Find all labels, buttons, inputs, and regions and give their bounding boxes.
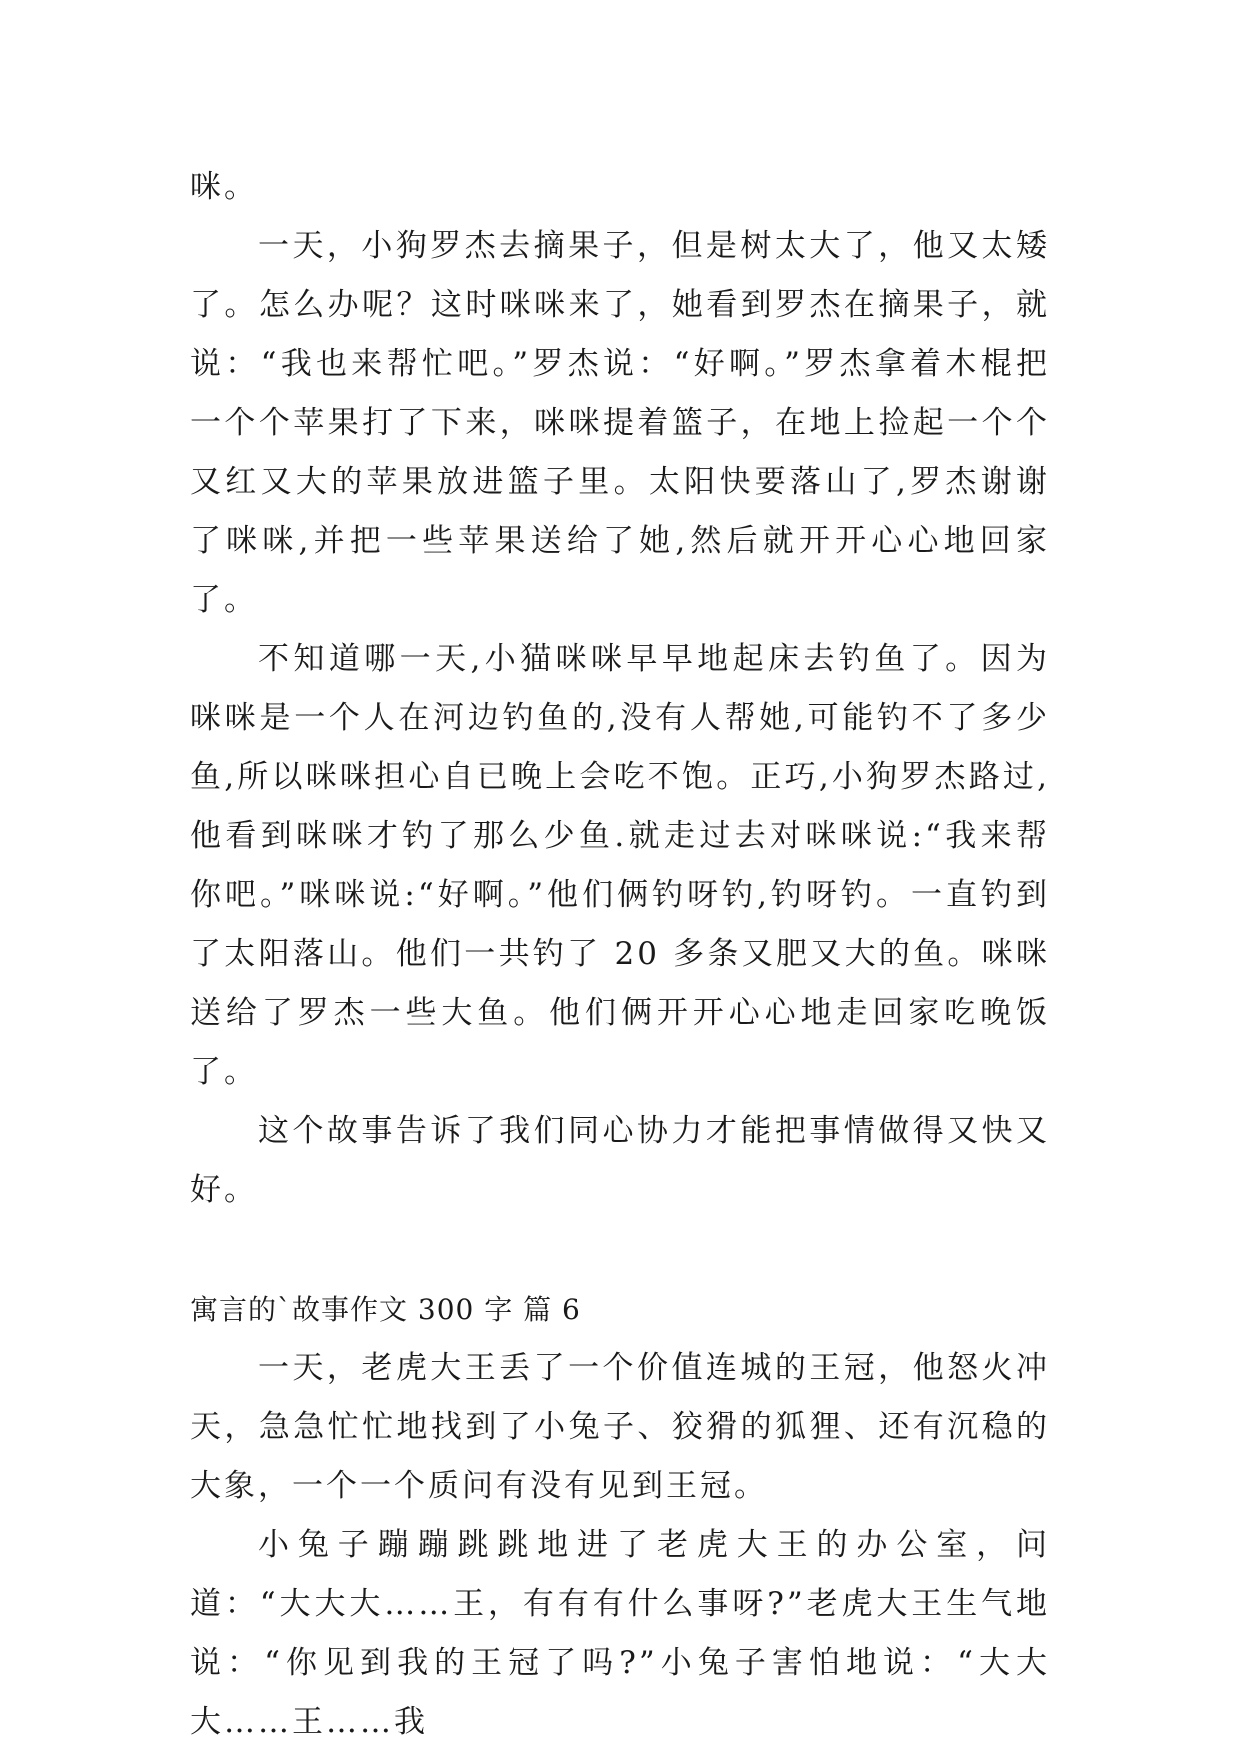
paragraph-6: 小兔子蹦蹦跳跳地进了老虎大王的办公室，问道：“大大大……王，有有有什么事呀?”老虎大王生气地说：“你见到我的王冠了吗?”小兔子害怕地说：“大大大……王……我 xyxy=(190,1527,1050,1740)
paragraph-5: 一天，老虎大王丢了一个价值连城的王冠，他怒火冲天，急急忙忙地找到了小兔子、狡猾的狐狸、还有沉稳的大象，一个一个质问有没有见到王冠。 xyxy=(190,1350,1050,1504)
section-title: 寓言的`故事作文 300 字 篇 6 xyxy=(190,1293,581,1326)
document-body xyxy=(190,158,1050,1752)
section-spacer xyxy=(190,1220,1050,1280)
paragraph-1: 咪。 xyxy=(190,169,258,205)
paragraph-3: 不知道哪一天,小猫咪咪早早地起床去钓鱼了。因为咪咪是一个人在河边钓鱼的,没有人帮她,可能钓不了多少鱼,所以咪咪担心自已晚上会吃不饱。正巧,小狗罗杰路过,他看到咪咪才钓了那么少鱼.就走过去对咪咪说:“我来帮你吧。”咪咪说:“好啊。”他们俩钓呀钓,钓呀钓。一直钓到了太阳落山。他们一共钓了 20 多条又肥又大的鱼。咪咪送给了罗杰一些大鱼。他们俩开开心心地走回家吃晚饭了。 xyxy=(190,641,1050,1090)
paragraph-2: 一天，小狗罗杰去摘果子，但是树太大了，他又太矮了。怎么办呢？这时咪咪来了，她看到罗杰在摘果子，就说：“我也来帮忙吧。”罗杰说：“好啊。”罗杰拿着木棍把一个个苹果打了下来，咪咪提着篮子，在地上捡起一个个又红又大的苹果放进篮子里。太阳快要落山了,罗杰谢谢了咪咪,并把一些苹果送给了她,然后就开开心心地回家了。 xyxy=(190,228,1050,618)
paragraph-4: 这个故事告诉了我们同心协力才能把事情做得又快又好。 xyxy=(190,1113,1050,1208)
